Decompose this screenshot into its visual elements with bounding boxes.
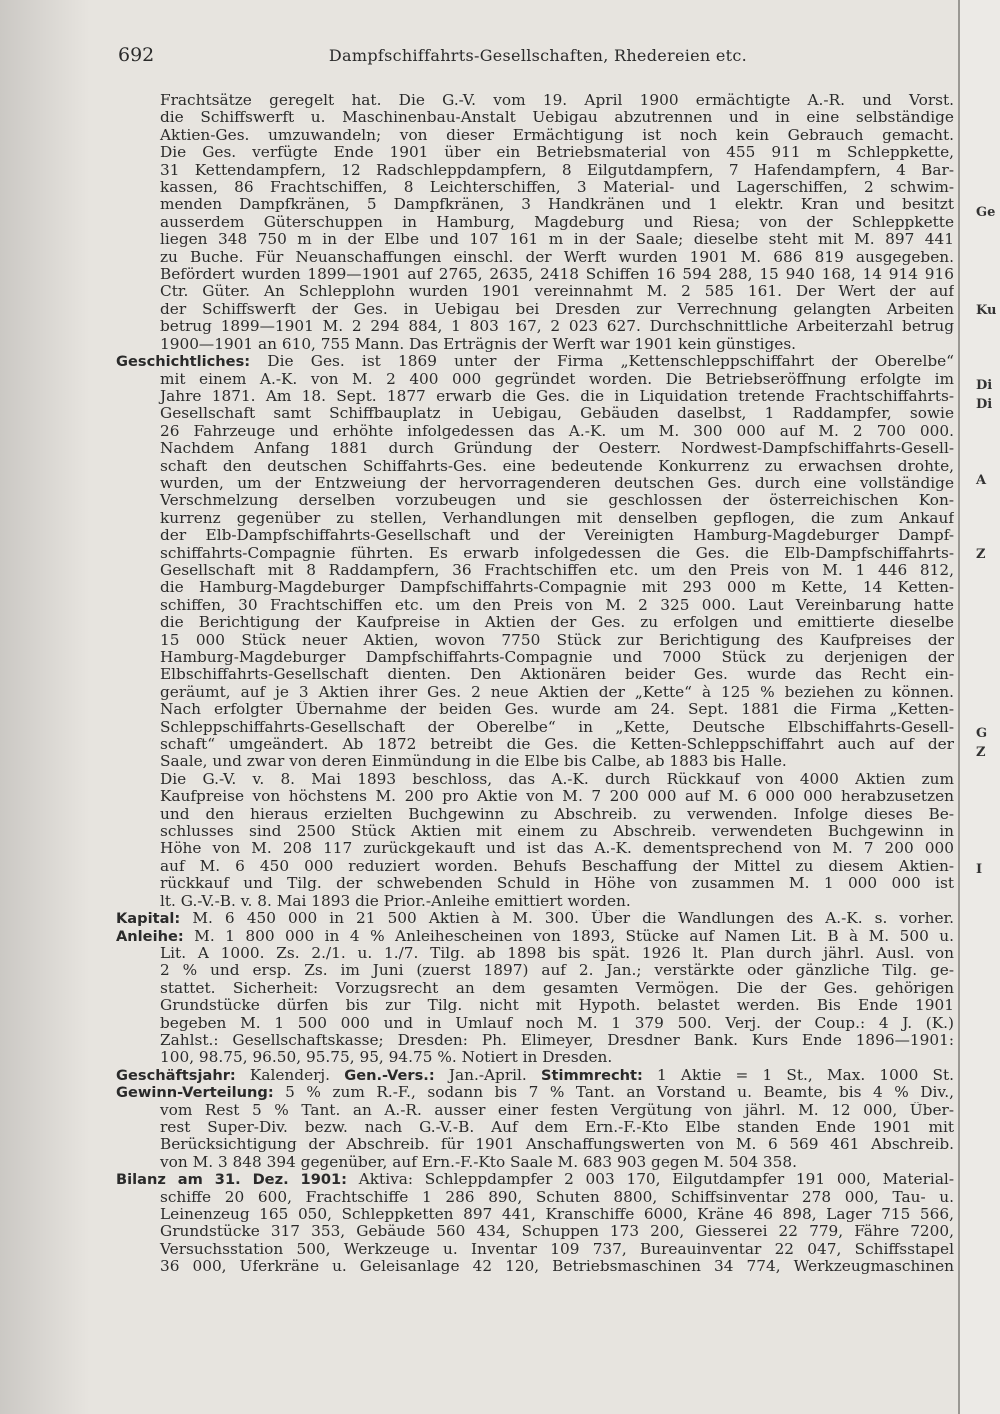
line-text: Frachtsätze geregelt hat. Die G.-V. vom 19. April 1900 ermächtigte A.-R. und Vorst. <box>160 92 954 109</box>
text-line <box>116 893 954 910</box>
line-text: die Berichtigung der Kaufpreise in Aktien der Ges. zu erfolgen und emittierte dieselbe <box>160 614 954 632</box>
adjacent-page-fragment: G <box>976 726 988 741</box>
text-line <box>116 980 954 997</box>
line-text: Versuchsstation 500, Werkzeuge u. Inventar 109 737, Bureauinventar 22 047, Schiffsstapel <box>160 1240 954 1258</box>
section-label: Gewinn-Verteilung: <box>116 1084 274 1102</box>
section-label: Gen.-Vers.: <box>344 1066 435 1084</box>
page-header <box>118 44 958 74</box>
line-text: Jan.-April. <box>434 1066 541 1084</box>
section-label: Geschichtliches: <box>116 353 251 371</box>
line-text: stattet. Sicherheit: Vorzugsrecht an dem gesamten Vermögen. Die der Ges. gehörigen <box>160 979 954 997</box>
section-label: Stimmrecht: <box>540 1066 643 1084</box>
text-line <box>116 318 954 335</box>
text-line <box>116 736 954 753</box>
text-line <box>116 405 954 422</box>
text-line <box>116 1206 954 1223</box>
section-label: Geschäftsjahr: <box>116 1066 236 1084</box>
line-text: Die Ges. verfügte Ende 1901 über ein Betriebsmaterial von 455 911 m Schleppkette, <box>160 144 954 162</box>
text-line <box>116 649 954 666</box>
line-text: Zahlst.: Gesellschaftskasse; Dresden: Ph. Elimeyer, Dresdner Bank. Kurs Ende 1896—1901: <box>160 1031 954 1049</box>
text-line <box>116 475 954 492</box>
text-line <box>116 806 954 823</box>
line-text: von M. 3 848 394 gegenüber, auf Ern.-F.-Kto Saale M. 683 903 gegen M. 504 358. <box>160 1153 797 1171</box>
line-text: Lit. A 1000. Zs. 2./1. u. 1./7. Tilg. ab 1898 bis spät. 1926 lt. Plan durch jährl. Ausl. von <box>160 944 954 962</box>
line-text: Aktiva: Schleppdampfer 2 003 170, Eilgutdampfer 191 000, Material- <box>347 1171 954 1189</box>
text-line <box>116 597 954 614</box>
line-text: Jahre 1871. Am 18. Sept. 1877 erwarb die Ges. die in Liquidation tretende Frachtschiffahrts- <box>160 387 954 405</box>
text-line <box>116 301 954 318</box>
line-text: rückkauf und Tilg. der schwebenden Schuld in Höhe von zusammen M. 1 000 000 ist <box>160 875 954 893</box>
text-line <box>116 1154 954 1171</box>
page-binding-shadow <box>0 0 90 1414</box>
text-line <box>116 945 954 962</box>
line-text: Die Ges. ist 1869 unter der Firma „Kettenschleppschiffahrt der Oberelbe“ <box>250 353 954 371</box>
line-text: 26 Fahrzeuge und erhöhte infolgedessen das A.-K. um M. 300 000 auf M. 2 700 000. <box>160 422 954 440</box>
line-text: schlusses sind 2500 Stück Aktien mit einem zu Abschreib. verwendeten Buchgewinn in <box>160 823 954 841</box>
text-line <box>116 579 954 596</box>
text-line <box>116 283 954 300</box>
adjacent-page-fragment: Z <box>976 547 986 562</box>
text-line <box>116 719 954 736</box>
line-text: 15 000 Stück neuer Aktien, wovon 7750 Stück zur Berichtigung des Kaufpreises der <box>160 631 954 649</box>
text-line <box>116 440 954 457</box>
text-line <box>116 144 954 161</box>
line-text: schiffahrts-Compagnie führten. Es erwarb infolgedessen die Ges. die Elb-Dampfschiffahrts- <box>160 544 954 562</box>
line-text: Die G.-V. v. 8. Mai 1893 beschloss, das A.-K. durch Rückkauf von 4000 Aktien zum <box>160 770 954 788</box>
line-text: betrug 1899—1901 M. 2 294 884, 1 803 167, 2 023 627. Durchschnittliche Arbeiterzahl betrug <box>160 318 954 336</box>
line-text: ausserdem Güterschuppen in Hamburg, Magdeburg und Riesa; von der Schleppkette <box>160 213 954 231</box>
adjacent-page-fragment: Di <box>976 378 993 393</box>
text-line <box>116 1136 954 1153</box>
text-line <box>116 266 954 283</box>
adjacent-page-fragment: Z <box>976 745 986 760</box>
text-line <box>116 1171 954 1188</box>
line-text: 100, 98.75, 96.50, 95.75, 95, 94.75 %. Notiert in Dresden. <box>160 1049 613 1067</box>
text-line <box>116 1119 954 1136</box>
text-line <box>116 388 954 405</box>
line-text: rest Super-Div. bezw. nach G.-V.-B. Auf dem Ern.-F.-Kto Elbe standen Ende 1901 mit <box>160 1118 954 1136</box>
line-text: M. 1 800 000 in 4 % Anleihescheinen von 1893, Stücke auf Namen Lit. B à M. 500 u. <box>183 927 954 945</box>
text-line <box>116 1084 954 1101</box>
text-line <box>116 127 954 144</box>
text-line <box>116 666 954 683</box>
section-label: Kapital: <box>116 910 181 928</box>
line-text: wurden, um der Entzweiung der hervorragenderen deutschen Ges. durch eine vollständige <box>160 474 954 492</box>
line-text: Aktien-Ges. umzuwandeln; von dieser Ermächtigung ist noch kein Gebrauch gemacht. <box>160 126 954 144</box>
line-text: kassen, 86 Frachtschiffen, 8 Leichterschiffen, 3 Material- und Lagerschiffen, 2 schwim- <box>160 179 954 197</box>
text-line <box>116 353 954 370</box>
line-text: Gesellschaft mit 8 Raddampfern, 36 Frachtschiffen etc. um den Preis von M. 1 446 812, <box>160 561 954 579</box>
line-text: Befördert wurden 1899—1901 auf 2765, 2635, 2418 Schiffen 16 594 288, 15 940 168, 14 914 916 <box>160 266 954 284</box>
line-text: schiffen, 30 Frachtschiffen etc. um den Preis von M. 2 325 000. Laut Vereinbarung hatte <box>160 596 954 614</box>
text-line <box>116 684 954 701</box>
text-line <box>116 492 954 509</box>
text-line <box>116 771 954 788</box>
text-line <box>116 249 954 266</box>
text-line <box>116 527 954 544</box>
adjacent-page-fragment: Di <box>976 397 993 412</box>
text-line <box>116 823 954 840</box>
text-line <box>116 701 954 718</box>
line-text: Nachdem Anfang 1881 durch Gründung der Oesterr. Nordwest-Dampfschiffahrts-Gesell- <box>160 440 954 458</box>
text-line <box>116 910 954 927</box>
line-text: Kalenderj. <box>235 1066 345 1084</box>
body-text <box>116 92 954 1276</box>
text-line <box>116 1258 954 1275</box>
text-line <box>116 1189 954 1206</box>
line-text: der Schiffswerft der Ges. in Uebigau bei Dresden zur Verrechnung gelangten Arbeiten <box>160 300 954 318</box>
text-line <box>116 336 954 353</box>
line-text: Schleppschiffahrts-Gesellschaft der Oberelbe“ in „Kette, Deutsche Elbschiffahrts-Gesell- <box>160 718 954 736</box>
text-line <box>116 632 954 649</box>
line-text: Leinenzeug 165 050, Schleppketten 897 441, Kranschiffe 6000, Kräne 46 898, Lager 715 566, <box>160 1206 954 1223</box>
adjacent-page-fragment: Ku <box>976 303 997 318</box>
text-line <box>116 962 954 979</box>
text-line <box>116 92 954 109</box>
text-line <box>116 179 954 196</box>
line-text: auf M. 6 450 000 reduziert worden. Behufs Beschaffung der Mittel zu diesem Aktien- <box>160 857 954 875</box>
page-number: 692 <box>118 44 155 66</box>
line-text: der Elb-Dampfschiffahrts-Gesellschaft und der Vereinigten Hamburg-Magdeburger Dampf- <box>160 527 954 545</box>
text-line <box>116 162 954 179</box>
text-line <box>116 1102 954 1119</box>
line-text: Ctr. Güter. An Schlepplohn wurden 1901 vereinnahmt M. 2 585 161. Der Wert der auf <box>160 283 954 301</box>
line-text: Verschmelzung derselben vorzubeugen und sie geschlossen der österreichischen Kon- <box>160 492 954 510</box>
adjacent-page-fragment: I <box>976 862 983 877</box>
line-text: Kaufpreise von höchstens M. 200 pro Aktie von M. 7 200 000 auf M. 6 000 000 herabzusetzen <box>160 788 954 806</box>
text-line <box>116 109 954 126</box>
line-text: liegen 348 750 m in der Elbe und 107 161 m in der Saale; dieselbe steht mit M. 897 441 <box>160 231 954 249</box>
line-text: vom Rest 5 % Tant. an A.-R. ausser einer festen Vergütung von jährl. M. 12 000, Über- <box>160 1101 954 1119</box>
line-text: menden Dampfkränen, 5 Dampfkränen, 3 Handkränen und 1 elektr. Kran und besitzt <box>160 196 954 214</box>
line-text: 36 000, Uferkräne u. Geleisanlage 42 120, Betriebsmaschinen 34 774, Werkzeugmaschinen <box>160 1258 954 1276</box>
line-text: Saale, und zwar von deren Einmündung in die Elbe bis Calbe, ab 1883 bis Halle. <box>160 753 787 771</box>
text-line <box>116 458 954 475</box>
section-label: Bilanz am 31. Dez. 1901: <box>116 1171 348 1189</box>
line-text: Grundstücke 317 353, Gebäude 560 434, Schuppen 173 200, Giesserei 22 779, Fähre 7200, <box>160 1223 954 1241</box>
text-line <box>116 875 954 892</box>
line-text: Elbschiffahrts-Gesellschaft dienten. Den Aktionären beider Ges. wurde das Recht ein- <box>160 666 954 684</box>
line-text: schaft“ umgeändert. Ab 1872 betreibt die Ges. die Ketten-Schleppschiffahrt auch auf der <box>160 736 954 754</box>
text-line <box>116 371 954 388</box>
line-text: 1900—1901 an 610, 755 Mann. Das Erträgnis der Werft war 1901 kein günstiges. <box>160 335 797 353</box>
text-line <box>116 840 954 857</box>
line-text: und den hieraus erzielten Buchgewinn zu Abschreib. zu verwenden. Infolge dieses Be- <box>160 805 954 823</box>
text-line <box>116 928 954 945</box>
adjacent-page-fragment: Ge <box>976 205 996 220</box>
line-text: die Schiffswerft u. Maschinenbau-Anstalt Uebigau abzutrennen und in eine selbständige <box>160 109 954 127</box>
line-text: Höhe von M. 208 117 zurückgekauft und ist das A.-K. dementsprechend von M. 7 200 000 <box>160 840 954 858</box>
text-line <box>116 423 954 440</box>
line-text: 31 Kettendampfern, 12 Radschleppdampfern, 8 Eilgutdampfern, 7 Hafendampfern, 4 Bar- <box>160 161 954 179</box>
line-text: Berücksichtigung der Abschreib. für 1901 Anschaffungswerten von M. 6 569 461 Abschreib. <box>160 1136 954 1154</box>
text-line <box>116 1015 954 1032</box>
line-text: die Hamburg-Magdeburger Dampfschiffahrts-Compagnie mit 293 000 m Kette, 14 Ketten- <box>160 579 954 597</box>
text-line <box>116 1049 954 1066</box>
line-text: schaft den deutschen Schiffahrts-Ges. eine bedeutende Konkurrenz zu erwachsen drohte, <box>160 457 954 475</box>
text-line <box>116 1241 954 1258</box>
running-head: Dampfschiffahrts-Gesellschaften, Rhedereien etc. <box>328 46 748 65</box>
line-text: Grundstücke dürfen bis zur Tilg. nicht mit Hypoth. belastet werden. Bis Ende 1901 <box>160 997 954 1015</box>
text-line <box>116 231 954 248</box>
text-line <box>116 545 954 562</box>
text-line <box>116 196 954 213</box>
text-line <box>116 614 954 631</box>
line-text: Hamburg-Magdeburger Dampfschiffahrts-Compagnie und 7000 Stück zu derjenigen der <box>160 649 954 666</box>
line-text: M. 6 450 000 in 21 500 Aktien à M. 300. Über die Wandlungen des A.-K. s. vorher. <box>180 910 954 928</box>
line-text: 1 Aktie = 1 St., Max. 1000 St. <box>642 1066 954 1084</box>
section-label: Anleihe: <box>116 927 184 945</box>
adjacent-page-fragment: A <box>976 473 987 488</box>
text-line <box>116 858 954 875</box>
text-line <box>116 1223 954 1240</box>
line-text: 5 % zum R.-F., sodann bis 7 % Tant. an Vorstand u. Beamte, bis 4 % Div., <box>273 1084 954 1102</box>
text-line <box>116 753 954 770</box>
line-text: schiffe 20 600, Frachtschiffe 1 286 890, Schuten 8800, Schiffsinventar 278 000, Tau- u. <box>160 1188 954 1206</box>
line-text: 2 % und ersp. Zs. im Juni (zuerst 1897) auf 2. Jan.; verstärkte oder gänzliche Tilg. ge- <box>160 962 954 980</box>
line-text: Nach erfolgter Übernahme der beiden Ges. wurde am 24. Sept. 1881 die Firma „Ketten- <box>160 701 954 719</box>
line-text: mit einem A.-K. von M. 2 400 000 gegründet worden. Die Betriebseröffnung erfolgte im <box>160 370 954 388</box>
text-line <box>116 562 954 579</box>
line-text: geräumt, auf je 3 Aktien ihrer Ges. 2 neue Aktien der „Kette“ à 125 % beziehen zu können. <box>160 683 954 701</box>
text-line <box>116 997 954 1014</box>
line-text: kurrenz gegenüber zu stellen, Verhandlungen mit denselben gepflogen, die zum Ankauf <box>160 509 954 527</box>
line-text: begeben M. 1 500 000 und in Umlauf noch M. 1 379 500. Verj. der Coup.: 4 J. (K.) <box>160 1014 954 1032</box>
text-line <box>116 1067 954 1084</box>
line-text: Gesellschaft samt Schiffbauplatz in Uebigau, Gebäuden daselbst, 1 Raddampfer, sowie <box>160 405 954 423</box>
line-text: zu Buche. Für Neuanschaffungen einschl. der Werft wurden 1901 M. 686 819 ausgegeben. <box>160 248 954 266</box>
text-line <box>116 214 954 231</box>
line-text: lt. G.-V.-B. v. 8. Mai 1893 die Prior.-Anleihe emittiert worden. <box>160 892 631 910</box>
text-line <box>116 510 954 527</box>
text-line <box>116 788 954 805</box>
text-line <box>116 1032 954 1049</box>
